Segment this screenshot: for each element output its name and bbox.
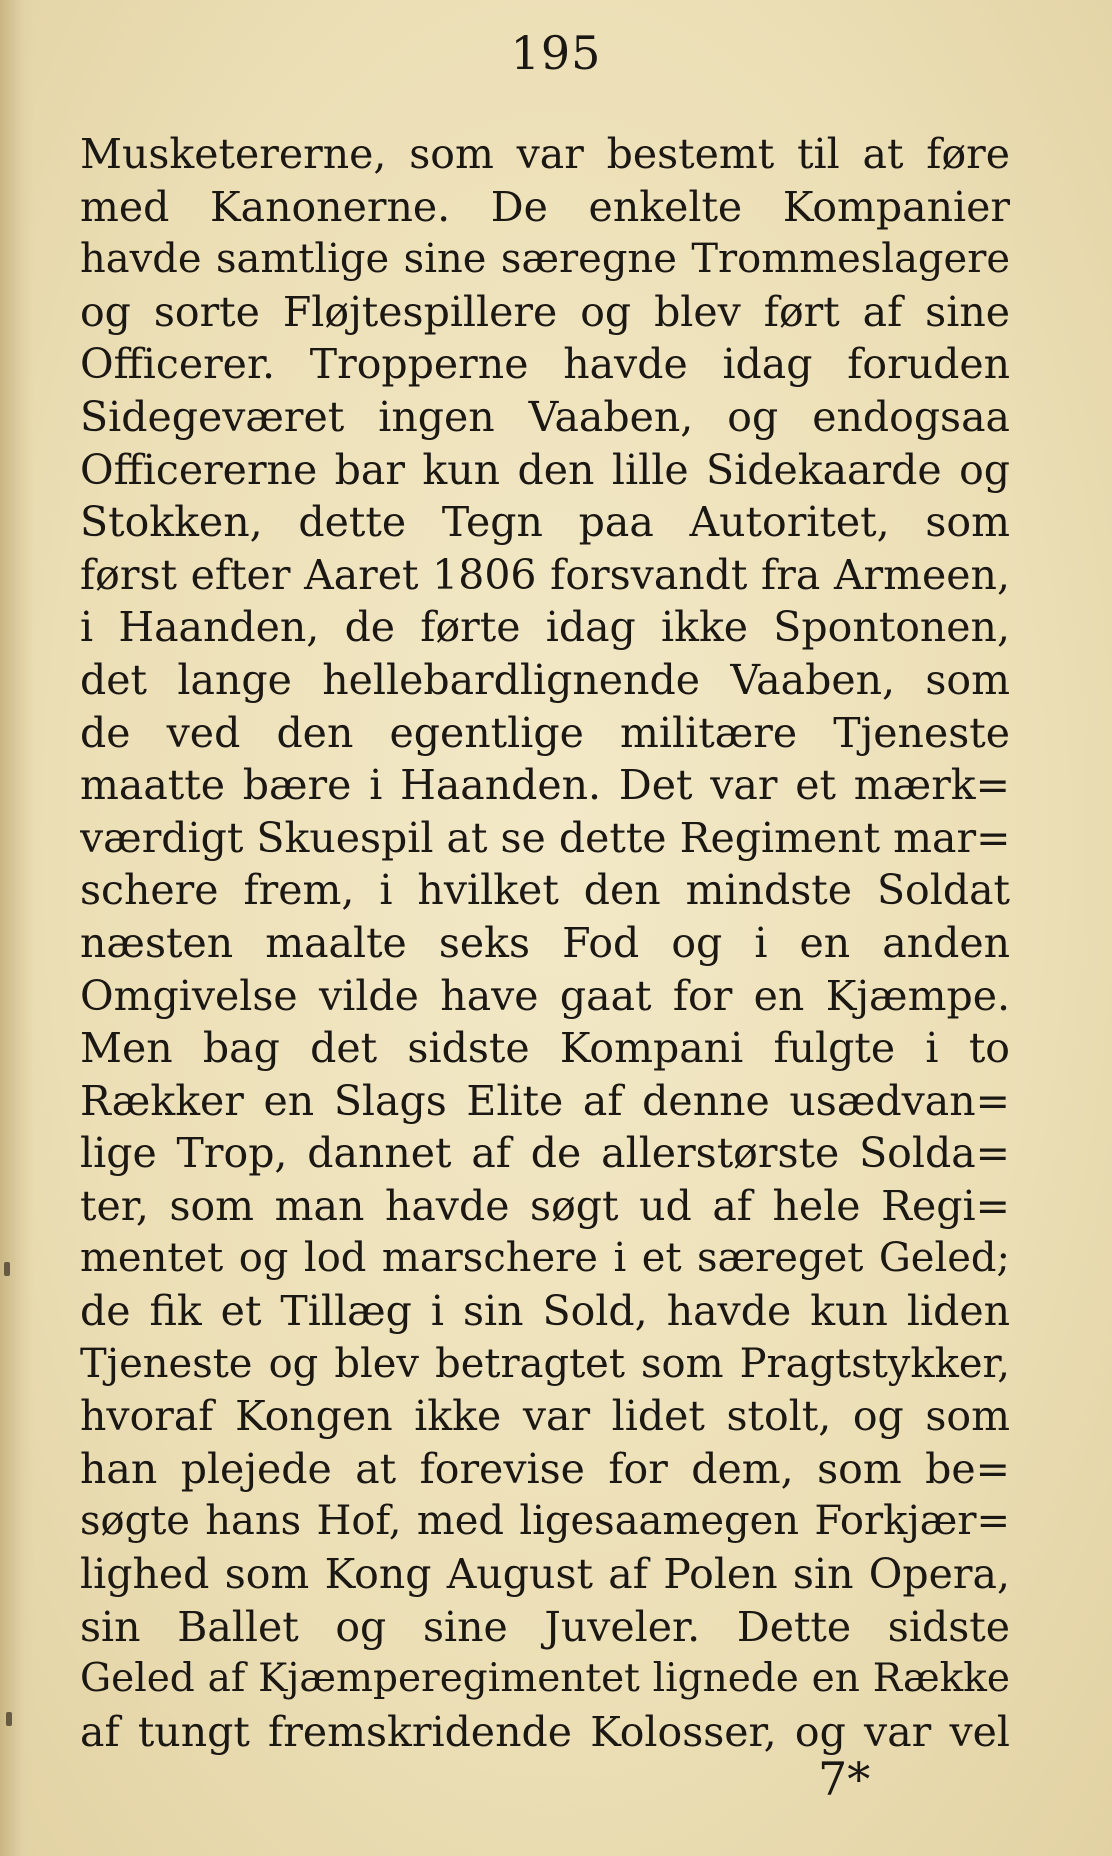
- text-line: Omgivelse vilde have gaat for en Kjæmpe.: [80, 971, 1010, 1020]
- text-line: Officererne bar kun den lille Sidekaarde og: [80, 445, 1010, 494]
- text-line: i Haanden, de førte idag ikke Spontonen,: [80, 603, 1010, 652]
- text-line: Men bag det sidste Kompani fulgte i to: [80, 1024, 1010, 1073]
- text-line: det lange hellebardlignende Vaaben, som: [80, 655, 1010, 704]
- text-line: lighed som Kong August af Polen sin Opera,: [80, 1550, 1010, 1599]
- text-line: ter, som man havde søgt ud af hele Regi=: [80, 1181, 1010, 1230]
- text-line: Tjeneste og blev betragtet som Pragtstykker,: [80, 1340, 1010, 1387]
- margin-speck: [6, 1712, 12, 1726]
- page-gutter-shadow: [0, 0, 34, 1856]
- text-line: maatte bære i Haanden. Det var et mærk=: [80, 761, 1010, 810]
- text-line: med Kanonerne. De enkelte Kompanier: [80, 182, 1010, 231]
- text-line: Geled af Kjæmperegimentet lignede en Række: [80, 1656, 1010, 1702]
- text-line: de fik et Tillæg i sin Sold, havde kun liden: [80, 1287, 1010, 1336]
- text-line: Sidegeværet ingen Vaaben, og endogsaa: [80, 392, 1010, 441]
- text-line: hvoraf Kongen ikke var lidet stolt, og som: [80, 1392, 1010, 1441]
- text-line: søgte hans Hof, med ligesaamegen Forkjær=: [80, 1498, 1010, 1545]
- text-line: værdigt Skuespil at se dette Regiment mar=: [80, 813, 1010, 862]
- text-line: lige Trop, dannet af de allerstørste Solda=: [80, 1129, 1010, 1178]
- text-line: af tungt fremskridende Kolosser, og var vel: [80, 1707, 1010, 1756]
- text-line: sin Ballet og sine Juveler. Dette sidste: [80, 1602, 1010, 1651]
- text-line: Officerer. Tropperne havde idag foruden: [80, 340, 1010, 389]
- page-number: 195: [510, 26, 602, 80]
- text-line: Rækker en Slags Elite af denne usædvan=: [80, 1076, 1010, 1125]
- text-line: han plejede at forevise for dem, som be=: [80, 1444, 1010, 1493]
- text-line: næsten maalte seks Fod og i en anden: [80, 918, 1010, 967]
- text-line: først efter Aaret 1806 forsvandt fra Armeen,: [80, 550, 1010, 599]
- text-line: mentet og lod marschere i et særeget Geled;: [80, 1235, 1010, 1282]
- text-line: Musketererne, som var bestemt til at føre: [80, 130, 1010, 178]
- text-line: Stokken, dette Tegn paa Autoritet, som: [80, 498, 1010, 547]
- margin-speck: [4, 1262, 10, 1276]
- text-line: schere frem, i hvilket den mindste Soldat: [80, 866, 1010, 915]
- text-line: havde samtlige sine særegne Trommeslagere: [80, 236, 1010, 283]
- printer-signature-mark: 7*: [818, 1752, 871, 1806]
- text-line: de ved den egentlige militære Tjeneste: [80, 708, 1010, 757]
- body-text: [80, 128, 1010, 1758]
- text-line: og sorte Fløjtespillere og blev ført af sine: [80, 287, 1010, 336]
